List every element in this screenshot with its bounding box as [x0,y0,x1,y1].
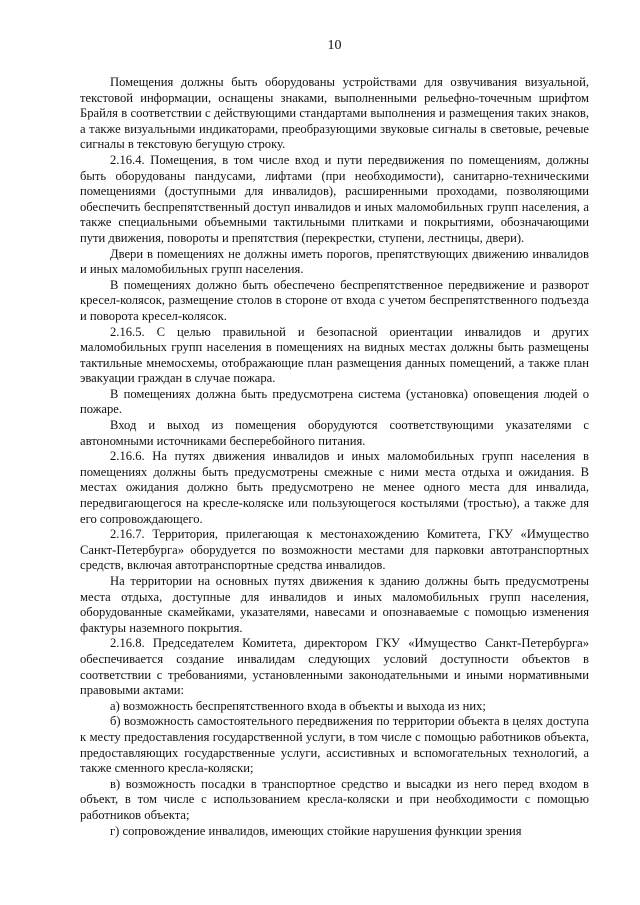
list-item-v: в) возможность посадки в транспортное средство и высадки из него перед входом в объект, в том числе с использованием кресла-коляски и при необходимости с помощью работников объекта; [80,776,589,822]
paragraph-doors: Двери в помещениях не должны иметь порогов, препятствующих движению инвалидов и иных маломобильных групп населения. [80,246,589,277]
paragraph-2-16-5: 2.16.5. С целью правильной и безопасной ориентации инвалидов и других маломобильных групп населения в помещениях на видных местах должны быть размещены тактильные мнемосхемы, отображающие план размещения данных помещений, а также план эвакуации граждан в случае пожара. [80,324,589,386]
document-body [80,75,589,839]
paragraph-fire-alarm: В помещениях должна быть предусмотрена система (установка) оповещения людей о пожаре. [80,386,589,417]
paragraph-2-16-4: 2.16.4. Помещения, в том числе вход и пути передвижения по помещениям, должны быть оборудованы пандусами, лифтами (при необходимости), санитарно-техническими помещениями (доступными для инвалидов), расширенными проходами, позволяющими обеспечить беспрепятственный доступ инвалидов и иных маломобильных групп населения, а также специальными объемными тактильными плитками и покрытиями, обозначающими пути движения, повороты и препятствия (перекрестки, ступени, лестницы, двери). [80,152,589,245]
paragraph-rest-areas: На территории на основных путях движения к зданию должны быть предусмотрены места отдыха, доступные для инвалидов и иных маломобильных групп населения, оборудованные скамейками, указателями, навесами и опознаваемые с помощью изменения фактуры наземного покрытия. [80,574,589,635]
list-item-a: а) возможность беспрепятственного входа в объекты и выхода из них; [110,698,486,713]
list-item-g: г) сопровождение инвалидов, имеющих стойкие нарушения функции зрения [110,823,522,838]
paragraph-2-16-8: 2.16.8. Председателем Комитета, директором ГКУ «Имущество Санкт-Петербурга» обеспечивается создание инвалидам следующих условий доступности объектов в соответствии с требованиями, установленными законодательными и иными нормативными правовыми актами: [80,636,589,698]
paragraph-wheelchair-movement: В помещениях должно быть обеспечено беспрепятственное передвижение и разворот кресел-колясок, размещение столов в стороне от входа с учетом беспрепятственного подъезда и поворота кресел-колясок. [80,277,589,323]
paragraph-2-16-7: 2.16.7. Территория, прилегающая к местонахождению Комитета, ГКУ «Имущество Санкт-Петербурга» оборудуется по возможности местами для парковки автотранспортных средств, включая автотранспортные средства инвалидов. [80,527,589,573]
paragraph-exit-signs: Вход и выход из помещения оборудуются соответствующими указателями с автономными источниками бесперебойного питания. [80,418,589,448]
page-number: 10 [327,38,342,53]
list-item-b: б) возможность самостоятельного передвижения по территории объекта в целях доступа к месту предоставления государственной услуги, в том числе с помощью работников объекта, предоставляющих государственные услуги, ассистивных и вспомогательных технологий, а также сменного кресла-коляски; [80,714,589,776]
paragraph-2-16-6: 2.16.6. На путях движения инвалидов и иных маломобильных групп населения в помещениях должны быть предусмотрены смежные с ними места отдыха и ожидания. В местах ожидания должно быть предусмотрено не менее одного места для инвалида, передвигающегося на кресле-коляске или пользующегося костылями (тростью), а также для его сопровождающего. [80,449,589,526]
paragraph-braille-signage: Помещения должны быть оборудованы устройствами для озвучивания визуальной, текстовой информации, оснащены знаками, выполненными рельефно-точечным шрифтом Брайля в соответствии с действующими стандартами выполнения и размещения таких знаков, а также визуальными индикаторами, преобразующими звуковые сигналы в световые, речевые сигналы в текстовую бегущую строку. [80,75,589,152]
